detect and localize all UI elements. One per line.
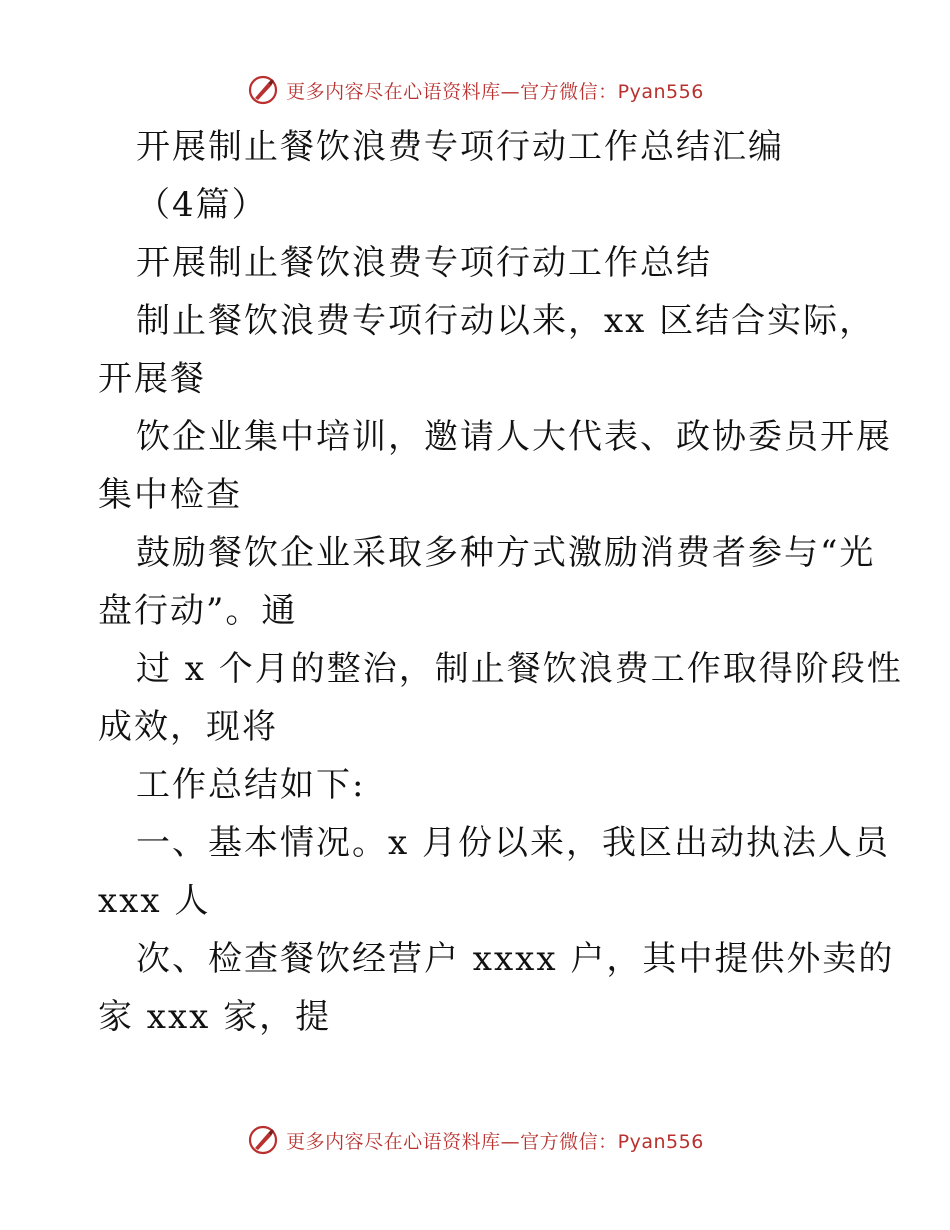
paragraph-line: 工作总结如下: bbox=[136, 765, 366, 805]
pen-logo-icon bbox=[246, 1123, 280, 1157]
paragraph-line: xxx 人 bbox=[98, 881, 211, 921]
header-banner bbox=[0, 70, 950, 110]
paragraph-line: 盘行动”。通 bbox=[98, 591, 298, 631]
footer-banner bbox=[0, 1120, 950, 1160]
paragraph-line: 鼓励餐饮企业采取多种方式激励消费者参与“光 bbox=[136, 533, 876, 573]
paragraph-line: （4篇） bbox=[136, 185, 268, 225]
paragraph-line: 集中检查 bbox=[98, 475, 242, 515]
paragraph-line: 次、检查餐饮经营户 xxxx 户，其中提供外卖的 bbox=[136, 939, 895, 979]
paragraph-line: 成效，现将 bbox=[98, 707, 278, 747]
pen-logo-icon bbox=[246, 73, 280, 107]
paragraph-line: 家 xxx 家，提 bbox=[98, 997, 332, 1037]
document-body bbox=[98, 118, 903, 1046]
banner-text: 更多内容尽在心语资料库—官方微信：Pyan556 bbox=[286, 1130, 704, 1153]
paragraph-line: 开展制止餐饮浪费专项行动工作总结 bbox=[136, 243, 712, 283]
paragraph-line: 制止餐饮浪费专项行动以来，xx 区结合实际， bbox=[136, 301, 876, 341]
paragraph-line: 过 x 个月的整治，制止餐饮浪费工作取得阶段性 bbox=[136, 649, 903, 689]
paragraph-line: 一、基本情况。x 月份以来，我区出动执法人员 bbox=[136, 823, 890, 863]
paragraph-line: 饮企业集中培训，邀请人大代表、政协委员开展 bbox=[136, 417, 892, 457]
paragraph-line: 开展餐 bbox=[98, 359, 206, 399]
banner-text: 更多内容尽在心语资料库—官方微信：Pyan556 bbox=[286, 80, 704, 103]
paragraph-line: 开展制止餐饮浪费专项行动工作总结汇编 bbox=[136, 127, 784, 167]
